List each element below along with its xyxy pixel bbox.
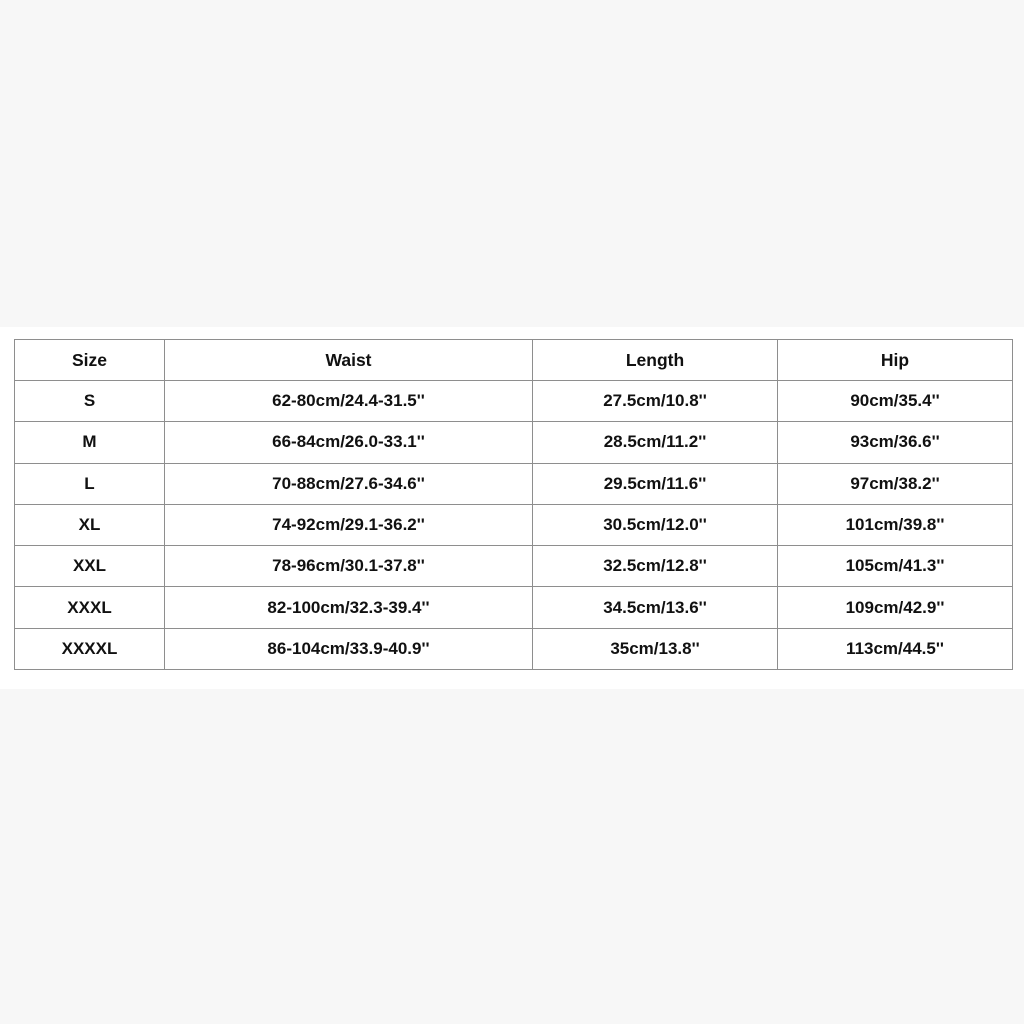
cell-hip: 101cm/39.8'': [778, 504, 1013, 545]
cell-size: XXXL: [15, 587, 165, 628]
cell-size: XXL: [15, 546, 165, 587]
header-size: Size: [15, 340, 165, 381]
cell-length: 30.5cm/12.0'': [533, 504, 778, 545]
cell-length: 34.5cm/13.6'': [533, 587, 778, 628]
cell-size: XXXXL: [15, 628, 165, 669]
size-chart-table: [14, 339, 1013, 670]
cell-waist: 78-96cm/30.1-37.8'': [165, 546, 533, 587]
table-row: [15, 463, 1013, 504]
cell-length: 35cm/13.8'': [533, 628, 778, 669]
cell-waist: 86-104cm/33.9-40.9'': [165, 628, 533, 669]
cell-hip: 97cm/38.2'': [778, 463, 1013, 504]
cell-size: S: [15, 381, 165, 422]
header-length: Length: [533, 340, 778, 381]
cell-size: L: [15, 463, 165, 504]
cell-hip: 113cm/44.5'': [778, 628, 1013, 669]
cell-hip: 109cm/42.9'': [778, 587, 1013, 628]
cell-length: 27.5cm/10.8'': [533, 381, 778, 422]
table-row: [15, 587, 1013, 628]
table-row: [15, 381, 1013, 422]
cell-hip: 90cm/35.4'': [778, 381, 1013, 422]
cell-waist: 66-84cm/26.0-33.1'': [165, 422, 533, 463]
cell-size: M: [15, 422, 165, 463]
header-hip: Hip: [778, 340, 1013, 381]
cell-size: XL: [15, 504, 165, 545]
cell-length: 29.5cm/11.6'': [533, 463, 778, 504]
cell-length: 32.5cm/12.8'': [533, 546, 778, 587]
cell-waist: 82-100cm/32.3-39.4'': [165, 587, 533, 628]
table-row: [15, 422, 1013, 463]
cell-hip: 93cm/36.6'': [778, 422, 1013, 463]
header-row: [15, 340, 1013, 381]
cell-waist: 62-80cm/24.4-31.5'': [165, 381, 533, 422]
table-row: [15, 628, 1013, 669]
cell-length: 28.5cm/11.2'': [533, 422, 778, 463]
cell-hip: 105cm/41.3'': [778, 546, 1013, 587]
table-row: [15, 546, 1013, 587]
table-row: [15, 504, 1013, 545]
cell-waist: 74-92cm/29.1-36.2'': [165, 504, 533, 545]
header-waist: Waist: [165, 340, 533, 381]
cell-waist: 70-88cm/27.6-34.6'': [165, 463, 533, 504]
